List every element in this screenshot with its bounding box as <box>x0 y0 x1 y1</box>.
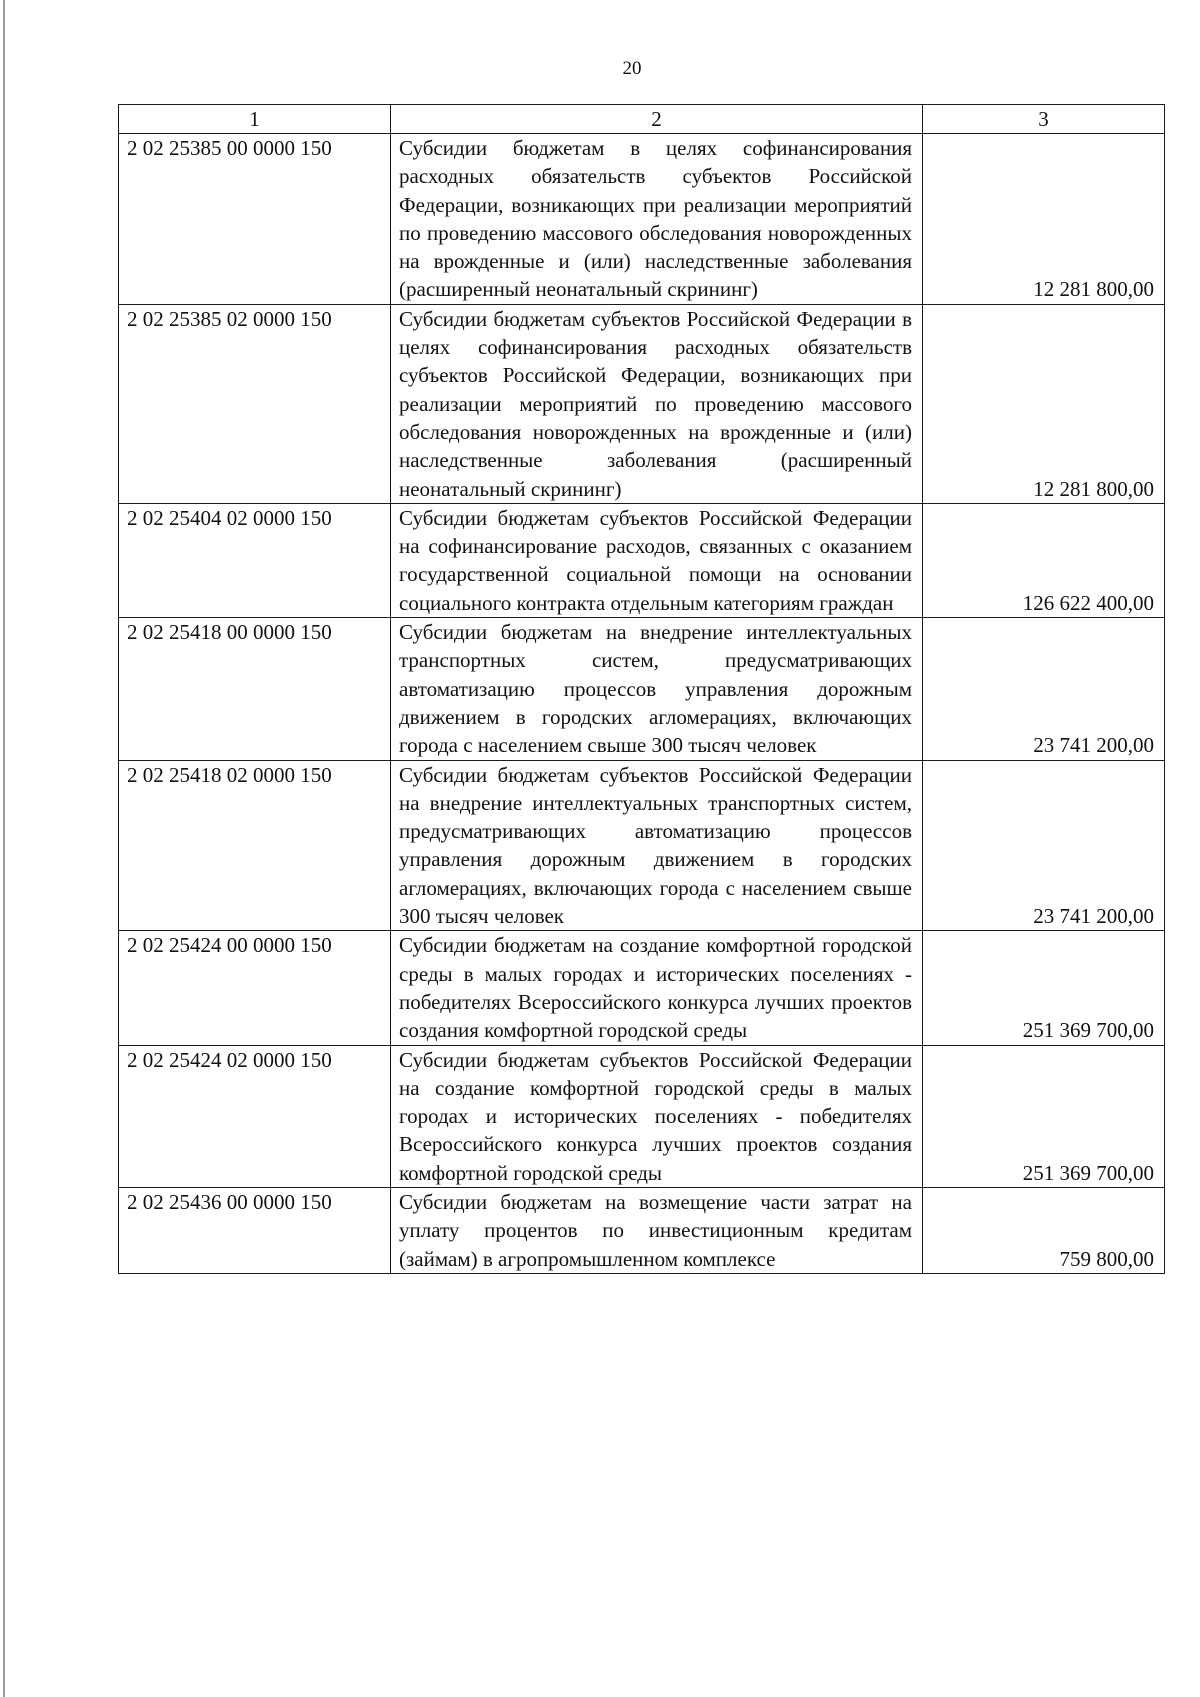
budget-code: 2 02 25404 02 0000 150 <box>119 503 391 617</box>
budget-code: 2 02 25436 00 0000 150 <box>119 1187 391 1273</box>
budget-amount: 251 369 700,00 <box>923 1045 1165 1187</box>
table-row <box>119 618 1165 760</box>
table-row <box>119 503 1165 617</box>
budget-amount: 251 369 700,00 <box>923 931 1165 1045</box>
budget-amount: 12 281 800,00 <box>923 134 1165 305</box>
budget-amount: 759 800,00 <box>923 1187 1165 1273</box>
budget-code: 2 02 25424 00 0000 150 <box>119 931 391 1045</box>
column-header-amount: 3 <box>923 105 1165 134</box>
budget-code: 2 02 25385 02 0000 150 <box>119 304 391 503</box>
binder-edge-line <box>3 0 5 1697</box>
column-header-code: 1 <box>119 105 391 134</box>
table-row <box>119 134 1165 305</box>
budget-amount: 126 622 400,00 <box>923 503 1165 617</box>
budget-description: Субсидии бюджетам субъектов Российской Федерации в целях софинансирования расходных обязательств субъектов Российской Федерации, возникающих при реализации мероприятий по проведению массового обследования новорожденных на врожденные и (или) наследственные заболевания (расширенный неонатальный скрининг) <box>391 304 923 503</box>
budget-code: 2 02 25385 00 0000 150 <box>119 134 391 305</box>
budget-description: Субсидии бюджетам субъектов Российской Федерации на создание комфортной городской среды в малых городах и исторических поселениях - победителях Всероссийского конкурса лучших проектов создания комфортной городской среды <box>391 1045 923 1187</box>
budget-table <box>118 104 1165 1274</box>
budget-code: 2 02 25418 02 0000 150 <box>119 760 391 931</box>
budget-code: 2 02 25418 00 0000 150 <box>119 618 391 760</box>
table-row <box>119 1187 1165 1273</box>
budget-amount: 12 281 800,00 <box>923 304 1165 503</box>
budget-amount: 23 741 200,00 <box>923 618 1165 760</box>
page-number: 20 <box>622 58 642 79</box>
table-header-row <box>119 105 1165 134</box>
column-header-description: 2 <box>391 105 923 134</box>
table-row <box>119 1045 1165 1187</box>
budget-description: Субсидии бюджетам на создание комфортной городской среды в малых городах и исторических поселениях - победителях Всероссийского конкурса лучших проектов создания комфортной городской среды <box>391 931 923 1045</box>
budget-code: 2 02 25424 02 0000 150 <box>119 1045 391 1187</box>
table-row <box>119 304 1165 503</box>
table-row <box>119 760 1165 931</box>
budget-description: Субсидии бюджетам субъектов Российской Федерации на софинансирование расходов, связанных с оказанием государственной социальной помощи на основании социального контракта отдельным категориям граждан <box>391 503 923 617</box>
budget-description: Субсидии бюджетам в целях софинансирования расходных обязательств субъектов Российской Федерации, возникающих при реализации мероприятий по проведению массового обследования новорожденных на врожденные и (или) наследственные заболевания (расширенный неонатальный скрининг) <box>391 134 923 305</box>
budget-amount: 23 741 200,00 <box>923 760 1165 931</box>
budget-description: Субсидии бюджетам на внедрение интеллектуальных транспортных систем, предусматривающих автоматизацию процессов управления дорожным движением в городских агломерациях, включающих города с населением свыше 300 тысяч человек <box>391 618 923 760</box>
budget-description: Субсидии бюджетам субъектов Российской Федерации на внедрение интеллектуальных транспортных систем, предусматривающих автоматизацию процессов управления дорожным движением в городских агломерациях, включающих города с населением свыше 300 тысяч человек <box>391 760 923 931</box>
table-row <box>119 931 1165 1045</box>
budget-description: Субсидии бюджетам на возмещение части затрат на уплату процентов по инвестиционным кредитам (займам) в агропромышленном комплексе <box>391 1187 923 1273</box>
